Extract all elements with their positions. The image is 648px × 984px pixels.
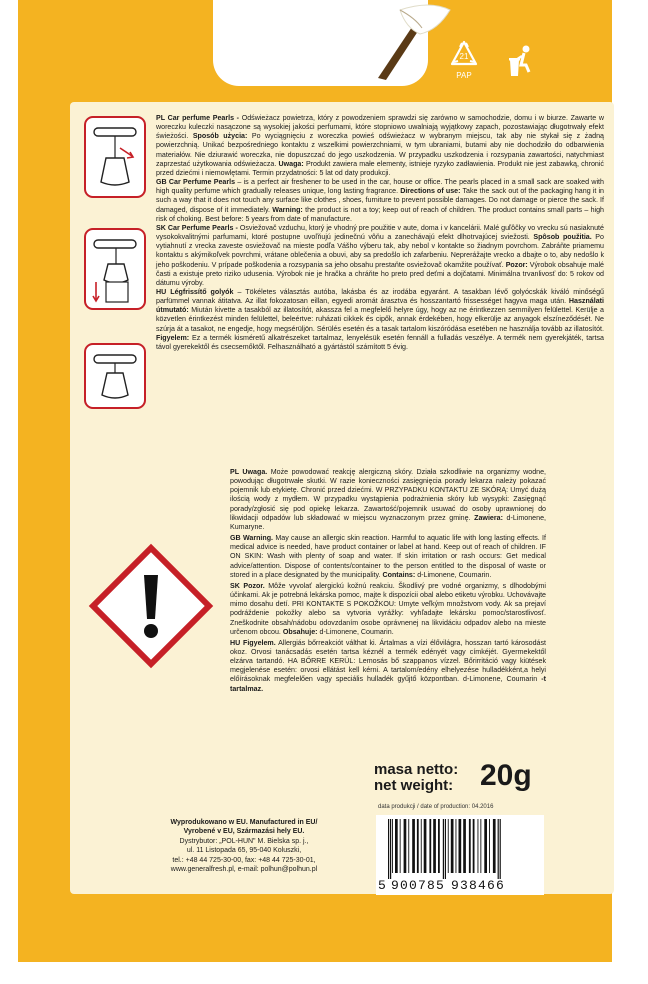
barcode-bar — [421, 819, 422, 873]
hang-step-1-icon — [84, 116, 146, 198]
ghs-exclamation-hazard-icon — [86, 541, 216, 671]
section-hu: HU Légfrissítő golyók – Tökéletes választás autóba, lakásba és az irodába egyaránt. A tasakban lévő golyócskák kiváló minőségű parfümmel vannak átitatva. Az illat fokozatosan eillan, egyedi aromát árasztva és hosszantartó frissességet hagyva maga után. Használati útmutató: Miután kivette a tasakból az illatosítót, akassza fel a megfelelő helyre úgy, hogy az ne érintkezzen semmilyen felülettel. Kerülje a közvetlen érintkezést minden felülettel, beleértve: ruházati cikkek és cipők, annak érdekében, hogy elkerülje az anyagok elszíneződését. Ne szúrja át a tasakot, ne engedje, hogy megsérüljön. Sérülés esetén és a tasak tartalom kiszóródása esetében ne használja tovább az illatosítót. Figyelem: Ez a termék kisméretű alkatrészeket tartalmaz, lenyelésük esetén fennáll a fulladás veszélye. A termék nem gyerekjáték, tartsa távol gyerekektől és csecsemőktől. Felhasználható a gyártástól számított 5 évig. — [156, 287, 604, 351]
net-weight-label-en: net weight: — [374, 777, 454, 794]
manufacturer-line-2: Vyrobené v EU, Származási hely EU. — [183, 828, 305, 836]
barcode-bar — [424, 819, 427, 873]
recycle-label: PAP — [456, 71, 472, 80]
section-sk: SK Car Perfume Pearls - Osviežovač vzduchu, ktorý je vhodný pre použitie v aute, doma i v kancelárii. Malé guľôčky vo vrecku sú nasiaknuté vysokokvalitnými parfumami, ktoré postupne uvoľňujú jedinečnú vôňu a zanechávajú efekt dlhotrvajúcej sviežosti. Spôsob použitia. Po vytiahnutí z vrecka zaveste osviežovač na mieste podľa Vášho výberu tak, aby nebol v kontakte so žiadnym povrchom. Zabráňte priamemu kontaktu s akýmikoľvek povrchmi, vrátane oblečenia a obuvi, aby sa predošlo ich zafarbeniu. Neprerážajte vrecko a dbajte o to, aby nedošlo k jeho poškodeniu. V prípade poškodenia a rozsypania sa jeho obsahu prestaňte osviežovač okamžite používať. Pozor: Výrobok obsahuje malé časti a existuje preto riziko udusenia. Výrobok nie je hračka a chráňte ho preto pred deťmi a dojčatami. Minimálna trvanlivosť do: 5 rokov od dátumu výroby. — [156, 223, 604, 287]
hazard-sk: SK Pozor. Môže vyvolať alergickú kožnú reakciu. Škodlivý pre vodné organizmy, s dlhodobými účinkami. Ak je potrebná lekárska pomoc, majte k dispozícii obal alebo etiketu výrobku. Uchovávajte mimo dosahu detí. PRI KONTAKTE S POKOŽKOU: Umyte veľkým množstvom vody. Ak sa prejaví podráždenie pokožky alebo sa vytvoria vyrážky: vyhľadajte lekársku pomoc/starostlivosť. Zneškodnite obsah/nádobu odovzdaním osobe oprávnenej na likvidáciu odpadov alebo na mieste určenom obcou. Obsahuje: d-Limonene, Coumarin. — [230, 581, 546, 636]
net-weight-label-pl: masa netto: — [374, 761, 459, 778]
barcode-digits-left: 900785 — [391, 878, 446, 893]
hazard-hu: HU Figyelem. Allergiás bőrreakciót válthat ki. Ártalmas a vízi élővilágra, hosszan tartó károsodást okoz. Orvosi tanácsadás esetén tartsa kéznél a termék edényét vagy címkéjét. Gyermekektől elzárva tartandó. HA BŐRRE KERÜL: Lemosás bő szappanos vízzel. Bőrirritáció vagy kiütések megjelenése esetén: orvosi ellátást kell kérni. A tartalom/edény elhelyezése hulladékként,a helyi előírásoknak megfelelően vagy speciális hulladék gyűjtő központban. d-Limonene, Coumarin -t tartalmaz. — [230, 638, 546, 693]
hazard-pl: PL Uwaga. Może powodować reakcję alergiczną skóry. Działa szkodliwie na organizmy wodne, powodując długotrwałe skutki. W razie konieczności zasięgnięcia porady lekarza należy pokazać pojemnik lub etykietę. Chronić przed dziećmi. W PRZYPADKU KONTAKTU ZE SKÓRĄ: Umyć dużą ilością wody z mydłem. W przypadku wystąpienia podrażnienia skóry lub wysypki: Zasięgnąć porady/zgłosić się pod opiekę lekarza. Zawartość/pojemnik usuwać do osoby uprawnionej do likwidacji odpadów lub składować w miejscu wyznaczonym przez gminę. Zawiera: d-Limonene, Kumaryne. — [230, 468, 546, 531]
barcode-bar — [429, 819, 431, 873]
barcode-bar — [404, 819, 407, 873]
manufacturer-line-1: Wyprodukowano w EU. Manufactured in EU/ — [170, 819, 318, 826]
barcode-digit-first: 5 — [378, 878, 388, 893]
product-description-block — [156, 114, 604, 352]
tidy-bin-icon — [506, 44, 538, 80]
barcode-digits — [378, 878, 505, 893]
production-date: data produkcji / date of production: 04.2016 — [378, 804, 494, 810]
net-weight-value: 20g — [480, 759, 532, 792]
barcode-bar — [448, 819, 449, 873]
svg-text:21: 21 — [459, 52, 469, 61]
manufacturer-line-3: Dystrybutor: „POL-HUN" M. Bielska sp. j., — [179, 837, 309, 845]
recycle-pap-icon — [449, 40, 479, 80]
barcode-guard-bar — [443, 819, 444, 879]
barcode-digits-right: 938466 — [451, 878, 506, 893]
manufacturer-line-5: tel.: +48 44 725-30-00, fax: +48 44 725-30-01, — [172, 856, 316, 864]
barcode-bar — [459, 819, 462, 873]
barcode-bar — [451, 819, 454, 873]
barcode — [376, 815, 544, 895]
barcode-bar — [489, 819, 490, 873]
barcode-bar — [433, 819, 436, 873]
barcode-bar — [463, 819, 466, 873]
manufacturer-info — [140, 818, 348, 874]
barcode-bar — [456, 819, 457, 873]
barcode-bar — [480, 819, 481, 873]
hang-step-3-icon — [84, 343, 146, 409]
barcode-bar — [484, 819, 487, 873]
barcode-bar — [417, 819, 419, 873]
barcode-guard-bar — [498, 819, 499, 879]
barcode-bar — [469, 819, 471, 873]
barcode-bar — [400, 819, 401, 873]
barcode-bar — [392, 819, 393, 873]
barcode-bar — [395, 819, 398, 873]
barcode-bar — [473, 819, 475, 873]
manufacturer-line-4: ul. 11 Listopada 65, 95-040 Koluszki, — [186, 847, 302, 855]
barcode-bars — [376, 815, 544, 881]
barcode-guard-bar — [390, 819, 391, 879]
barcode-bar — [412, 819, 415, 873]
barcode-guard-bar — [388, 819, 389, 879]
barcode-bar — [478, 819, 479, 873]
hang-step-2-icon — [84, 228, 146, 310]
hazard-gb: GB Warning. May cause an allergic skin reaction. Harmful to aquatic life with long lasting effects. If medical advice is needed, have product container or label at hand. Keep out of reach of children. IF ON SKIN: Wash with plenty of soap and water. If skin irritation or rash occurs: Get medical advice/attention. Dispose of contents/container to the person entitled to the disposal of waste or stored in a place designated by the municipality. Contains: d-Limonene, Coumarin. — [230, 534, 546, 579]
section-pl: PL Car perfume Pearls - Odświeżacz powietrza, który z powodzeniem sprawdzi się zarówno w samochodzie, domu i w biurze. Zawarte w woreczku kuleczki nasączone są wysokiej jakości perfumami, które stopniowo uwalniają wyjątkowy zapach, pozostawiając długotrwały efekt świeżości. Sposób użycia: Po wyciągnięciu z woreczka powieś odświeżacz w wybranym miejscu, tak aby nie stykał się z żadną powierzchnią. Unikać bezpośredniego kontaktu z wszelkimi powierzchniami, w tym ubraniami, butami aby nie dochodziło do odbarwienia materiałów. Nie dziurawić woreczka, nie dopuszczać do jego uszkodzenia. W przypadku uszkodzenia i rozsypania zawartości, natychmiast zaprzestać użytkowania odświeżacza. Uwaga: Produkt zawiera małe elementy, istnieje ryzyko zadławienia. Produkt nie jest zabawką, chronić przed dziećmi i niemowlętami. Termin przydatności: 5 lat od daty produkcji. — [156, 114, 605, 177]
barcode-guard-bar — [445, 819, 446, 879]
barcode-bar — [408, 819, 409, 873]
manufacturer-line-6: www.generalfresh.pl, e-mail: polhun@polhun.pl — [170, 866, 318, 874]
section-gb: GB Car Perfume Pearls – is a perfect air freshener to be used in the car, house or office. The pearls placed in a small sack are soaked with high quality perfume which gradually releases unique, long lasting fragrance. Directions of use: Take the sack out of the packaging hang it in such a way that it does not touch any surface like clothes , shoes, furniture to prevent possible damages. Do not damage or pierce the sack. If damaged, dispose of it immediately. Warning: the product is not a toy; keep out of reach of children. The product contains small parts – high risk of choking. Best before: 5 years from date of manufacture. — [156, 178, 604, 223]
hazard-statements-block — [230, 468, 546, 694]
barcode-bar — [493, 819, 496, 873]
barcode-bar — [438, 819, 440, 873]
barcode-guard-bar — [500, 819, 501, 879]
